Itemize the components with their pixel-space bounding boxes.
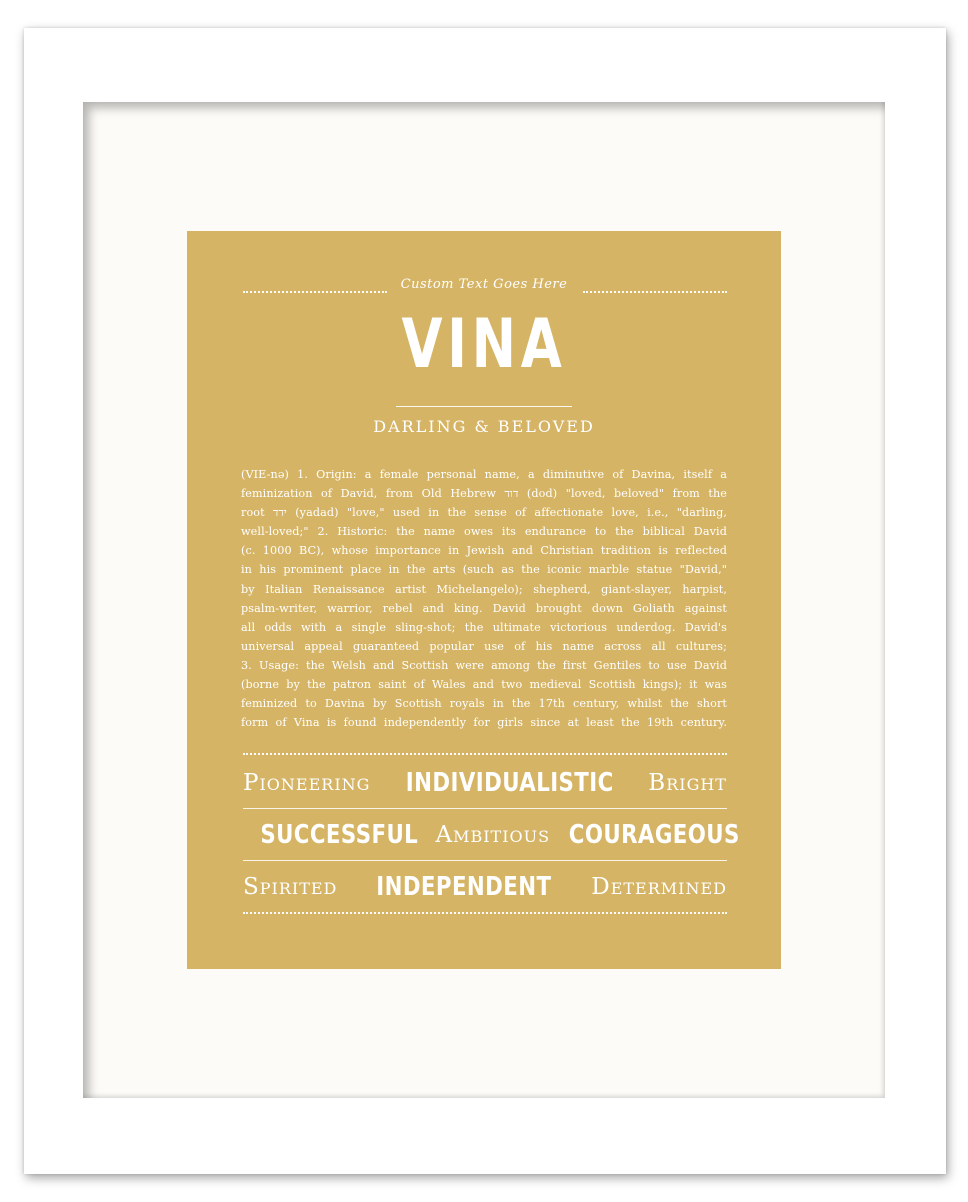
definition-line: (VIE-nə) 1. Origin: a female personal name, a diminutive of Davina, itself a xyxy=(241,468,727,481)
custom-text: Custom Text Goes Here xyxy=(400,277,568,292)
definition-line: (c. 1000 BC), whose importance in Jewish and Christian tradition is reflected xyxy=(241,544,727,558)
name-meaning: DARLING & BELOVED xyxy=(373,417,595,436)
definition-line: in his prominent place in the arts (such as the iconic marble statue "David," xyxy=(241,563,727,577)
trait-word: Determined xyxy=(591,874,727,900)
trait-word: Pioneering xyxy=(243,770,371,796)
trait-word: Ambitious xyxy=(435,822,551,848)
definition-line: 3. Usage: the Welsh and Scottish were among the first Gentiles to use David xyxy=(241,658,727,672)
definition-line: feminized to Davina by Scottish royals in the 17th century, whilst the short xyxy=(241,697,727,711)
definition-text xyxy=(241,465,727,732)
trait-row-1 xyxy=(243,763,727,803)
name-print xyxy=(187,231,781,969)
definition-line: form of Vina is found independently for girls since at least the 19th century. xyxy=(241,716,727,730)
definition-line: by Italian Renaissance artist Michelangelo); shepherd, giant-slayer, harpist, xyxy=(241,582,727,596)
trait-word: Bright xyxy=(648,770,727,796)
middle-dotted-line xyxy=(243,753,727,755)
top-right-dotted-line xyxy=(583,291,727,293)
trait-word: INDIVIDUALISTIC xyxy=(405,768,614,798)
trait-row-3 xyxy=(243,867,727,907)
picture-frame xyxy=(24,28,946,1174)
bottom-dotted-line xyxy=(243,912,727,914)
name-title: VINA xyxy=(401,305,567,384)
definition-line: (borne by the patron saint of Wales and two medieval Scottish kings); it was xyxy=(241,678,727,692)
trait-word: COURAGEOUS xyxy=(568,820,740,850)
trait-divider xyxy=(243,808,727,809)
trait-word: SUCCESSFUL xyxy=(260,820,419,850)
name-underline xyxy=(396,406,572,407)
definition-line: feminization of David, from Old Hebrew דוד (dod) "loved, beloved" from the xyxy=(241,487,727,501)
definition-line: well-loved;" 2. Historic: the name owes its endurance to the biblical David xyxy=(241,525,727,539)
trait-row-2 xyxy=(243,815,740,855)
trait-divider xyxy=(243,860,727,861)
trait-word: INDEPENDENT xyxy=(376,872,552,902)
mat-board xyxy=(83,102,885,1098)
definition-line: all odds with a single sling-shot; the ultimate victorious underdog. David's xyxy=(241,620,727,634)
definition-line: root ידד (yadad) "love," used in the sense of affectionate love, i.e., "darling, xyxy=(241,506,727,520)
definition-line: psalm-writer, warrior, rebel and king. David brought down Goliath against xyxy=(241,601,727,615)
trait-word: Spirited xyxy=(243,874,338,900)
definition-line: universal appeal guaranteed popular use of his name across all cultures; xyxy=(241,639,727,653)
